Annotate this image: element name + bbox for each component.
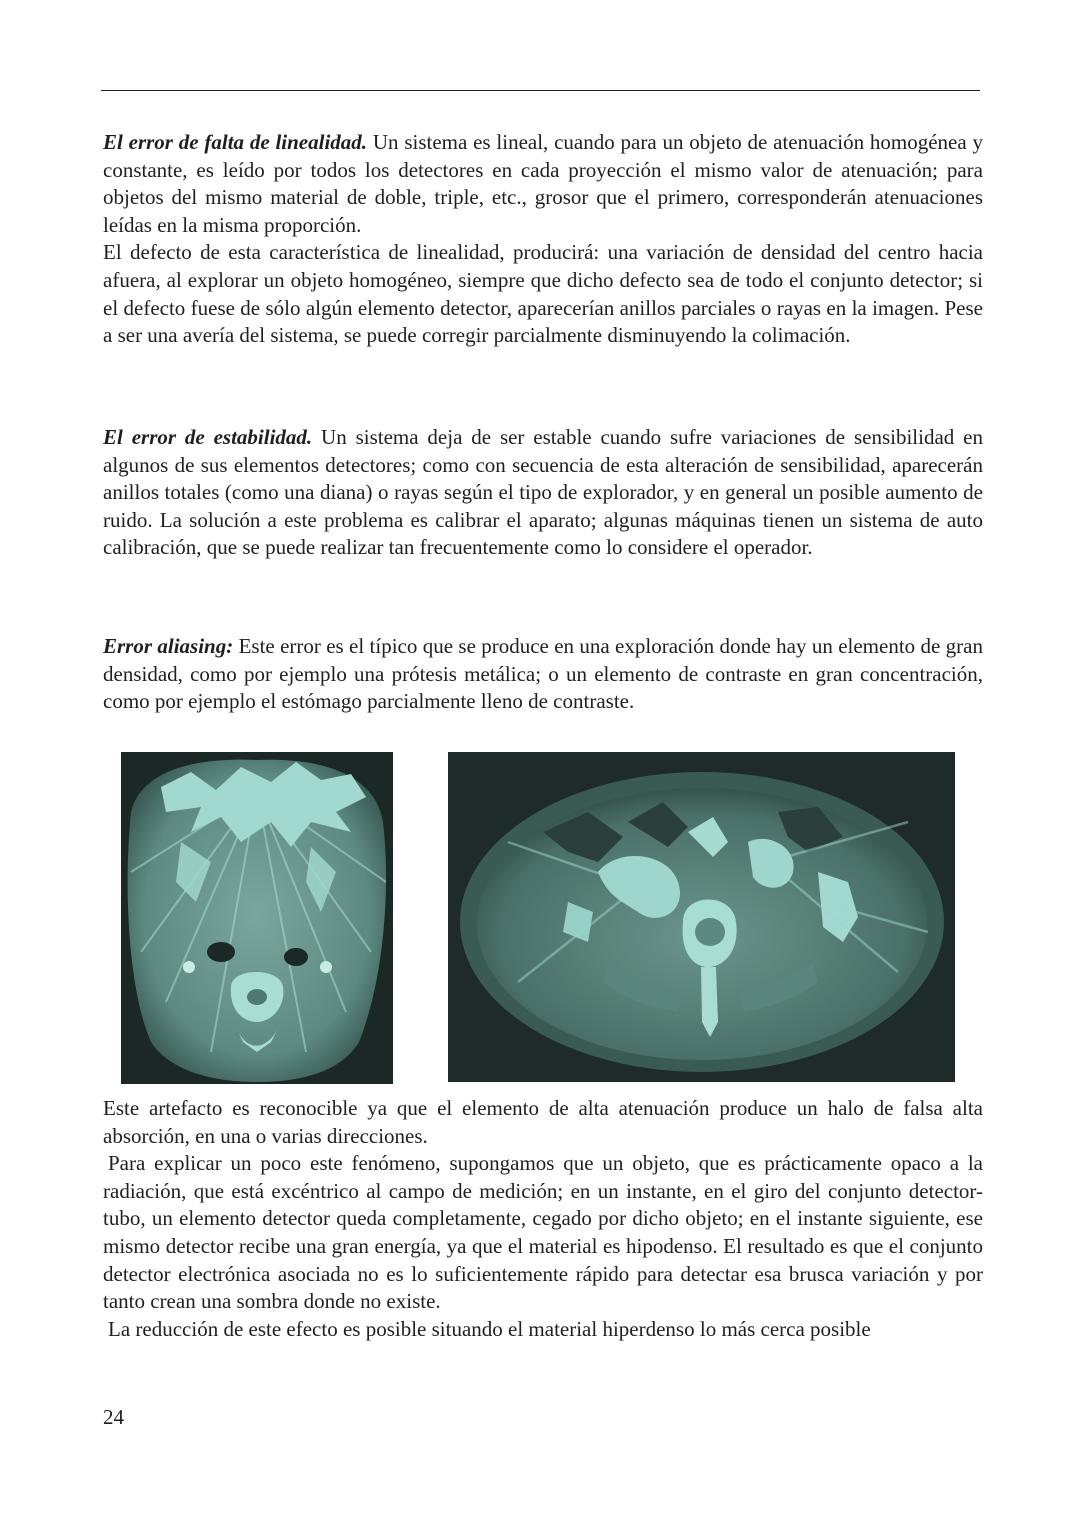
ct-scan-abdomen-image [448,752,955,1082]
paragraph-linealidad-2: El defecto de esta característica de linealidad, producirá: una variación de densidad del centro hacia afuera, al explorar un objeto homogéneo, siempre que dicho defecto sea de todo el conjunto detector; si el defecto fuese de sólo algún elemento detector, aparecerían anillos parciales o rayas en la imagen. Pese a ser una avería del sistema, se puede corregir parcialmente disminuyendo la colimación. [103,240,983,348]
text-estabilidad: Un sistema deja de ser estable cuando sufre variaciones de sensibilidad en algunos de sus elementos detectores; como con secuencia de esta alteración de sensibilidad, aparecerán anillos totales (como una diana) o rayas según el tipo de explorador, y en general un posible aumento de ruido. La solución a este problema es calibrar el aparato; algunas máquinas tienen un sistema de auto calibración, que se puede realizar tan frecuentemente como lo considere el operador. [103,425,983,560]
text-linealidad-1: Un sistema es lineal, cuando para un objeto de atenuación homogénea y constante, es leído por todos los detectores en cada proyección el mismo valor de atenuación; para objetos del mismo material de doble, triple, etc., grosor que el primero, corresponderán atenuaciones leídas en la misma proporción. [103,130,983,237]
paragraph-explicacion-2: Para explicar un poco este fenómeno, supongamos que un objeto, que es prácticamente opaco a la radiación, que está excéntrico al campo de medición; en un instante, en el giro del conjunto detector-tubo, un elemento detector queda completamente, cegado por dicho objeto; en el instante siguiente, ese mismo detector recibe una gran energía, ya que el material es hipodenso. El resultado es que el conjunto detector electrónica asociada no es lo suficientemente rápido para detectar esa brusca variación y por tanto crean una sombra donde no existe. [103,1151,983,1314]
section-linealidad [103,129,983,350]
paragraph-estabilidad [103,424,983,562]
paragraph-aliasing [103,633,983,716]
heading-linealidad: El error de falta de linealidad. [103,130,368,154]
heading-estabilidad: El error de estabilidad. [103,425,313,449]
heading-aliasing: Error aliasing: [103,634,234,658]
page-number: 24 [103,1405,124,1429]
paragraph-explicacion-3: La reducción de este efecto es posible situando el material hiperdenso lo más cerca posible [108,1316,871,1341]
paragraph-linealidad-1 [103,129,983,239]
header-rule [101,90,980,91]
section-explicacion [103,1095,983,1343]
text-aliasing: Este error es el típico que se produce en una exploración donde hay un elemento de gran densidad, como por ejemplo una prótesis metálica; o un elemento de contraste en gran concentración, como por ejemplo el estómago parcialmente lleno de contraste. [103,634,983,714]
section-estabilidad [103,424,983,562]
ct-scan-neck-image [121,752,393,1084]
paragraph-explicacion-1: Este artefacto es reconocible ya que el elemento de alta atenuación produce un halo de falsa alta absorción, en una o varias direcciones. [103,1096,983,1148]
section-aliasing [103,633,983,716]
